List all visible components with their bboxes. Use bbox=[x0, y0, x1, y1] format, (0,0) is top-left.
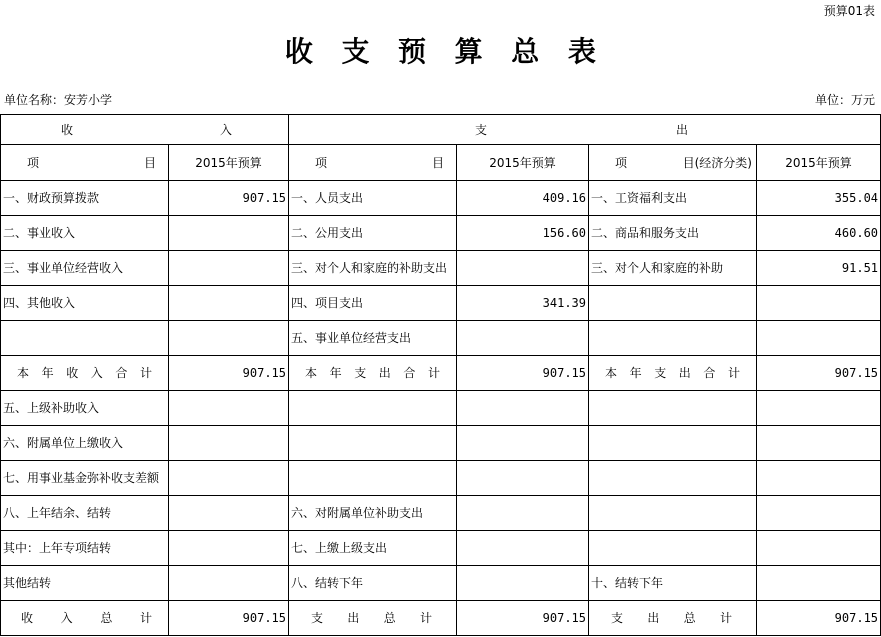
subtotal-char: 本 bbox=[305, 366, 318, 380]
income-value-cell bbox=[169, 321, 289, 356]
income-item-cell: 七、用事业基金弥补收支差额 bbox=[1, 461, 169, 496]
expense-total-label bbox=[289, 601, 457, 636]
expense-value-cell bbox=[457, 426, 589, 461]
econ-item-cell bbox=[589, 496, 757, 531]
expense-value-cell bbox=[457, 321, 589, 356]
econ-subtotal-label bbox=[589, 356, 757, 391]
econ-value-cell bbox=[757, 391, 881, 426]
table-row bbox=[1, 566, 881, 601]
econ-subtotal-value: 907.15 bbox=[757, 356, 881, 391]
econ-item-cell bbox=[589, 321, 757, 356]
subtotal-row bbox=[1, 356, 881, 391]
econ-item-cell: 三、对个人和家庭的补助 bbox=[589, 251, 757, 286]
total-char: 入 bbox=[60, 611, 73, 625]
subtotal-char: 年 bbox=[41, 366, 54, 380]
document-code: 预算01表 bbox=[823, 4, 875, 18]
col-header-text: 目 bbox=[431, 155, 444, 170]
income-item-cell: 其他结转 bbox=[1, 566, 169, 601]
subtotal-char: 本 bbox=[17, 366, 30, 380]
subtotal-char: 出 bbox=[378, 366, 391, 380]
table-row bbox=[1, 181, 881, 216]
total-char: 支 bbox=[311, 611, 324, 625]
econ-value-cell bbox=[757, 286, 881, 321]
table-row bbox=[1, 426, 881, 461]
income-item-cell: 八、上年结余、结转 bbox=[1, 496, 169, 531]
expense-section-header bbox=[289, 115, 881, 145]
table-row bbox=[1, 461, 881, 496]
subtotal-char: 合 bbox=[703, 366, 716, 380]
econ-value-cell bbox=[757, 461, 881, 496]
expense-item-cell: 二、公用支出 bbox=[289, 216, 457, 251]
income-subtotal-value: 907.15 bbox=[169, 356, 289, 391]
expense-value-cell bbox=[457, 566, 589, 601]
subtotal-char: 支 bbox=[354, 366, 367, 380]
income-value-cell bbox=[169, 496, 289, 531]
econ-value-cell: 355.04 bbox=[757, 181, 881, 216]
income-item-cell: 五、上级补助收入 bbox=[1, 391, 169, 426]
subtotal-char: 年 bbox=[629, 366, 642, 380]
col-header-text: 目(经济分类) bbox=[682, 155, 752, 170]
income-total-value: 907.15 bbox=[169, 601, 289, 636]
expense-value-cell bbox=[457, 251, 589, 286]
subtotal-char: 本 bbox=[605, 366, 618, 380]
col-header-income-item bbox=[1, 145, 169, 181]
income-value-cell bbox=[169, 391, 289, 426]
econ-total-value: 907.15 bbox=[757, 601, 881, 636]
expense-item-cell bbox=[289, 391, 457, 426]
econ-item-cell bbox=[589, 531, 757, 566]
subtotal-char: 出 bbox=[678, 366, 691, 380]
expense-item-cell bbox=[289, 461, 457, 496]
subtotal-char: 年 bbox=[329, 366, 342, 380]
expense-value-cell: 341.39 bbox=[457, 286, 589, 321]
econ-value-cell bbox=[757, 426, 881, 461]
expense-item-cell bbox=[289, 426, 457, 461]
subtotal-char: 计 bbox=[427, 366, 440, 380]
income-item-cell: 一、财政预算拨款 bbox=[1, 181, 169, 216]
expense-total-value: 907.15 bbox=[457, 601, 589, 636]
col-header-expense-item bbox=[289, 145, 457, 181]
econ-item-cell: 一、工资福利支出 bbox=[589, 181, 757, 216]
header-row-columns bbox=[1, 145, 881, 181]
table-row bbox=[1, 251, 881, 286]
col-header-text: 项 bbox=[27, 155, 40, 170]
expense-value-cell: 156.60 bbox=[457, 216, 589, 251]
total-row bbox=[1, 601, 881, 636]
expense-value-cell bbox=[457, 496, 589, 531]
income-item-cell: 其中：上年专项结转 bbox=[1, 531, 169, 566]
income-header-char: 收 bbox=[61, 122, 74, 137]
econ-total-label bbox=[589, 601, 757, 636]
table-row bbox=[1, 321, 881, 356]
col-header-text: 项 bbox=[315, 155, 328, 170]
expense-item-cell: 六、对附属单位补助支出 bbox=[289, 496, 457, 531]
expense-value-cell: 409.16 bbox=[457, 181, 589, 216]
income-value-cell bbox=[169, 461, 289, 496]
expense-subtotal-value: 907.15 bbox=[457, 356, 589, 391]
expense-header-char: 支 bbox=[475, 122, 488, 137]
col-header-text: 项 bbox=[615, 155, 628, 170]
income-value-cell bbox=[169, 566, 289, 601]
econ-value-cell: 91.51 bbox=[757, 251, 881, 286]
total-char: 收 bbox=[21, 611, 34, 625]
table-row bbox=[1, 286, 881, 321]
income-value-cell: 907.15 bbox=[169, 181, 289, 216]
expense-item-cell: 四、项目支出 bbox=[289, 286, 457, 321]
income-subtotal-label bbox=[1, 356, 169, 391]
expense-value-cell bbox=[457, 391, 589, 426]
income-item-cell: 四、其他收入 bbox=[1, 286, 169, 321]
total-char: 计 bbox=[419, 611, 432, 625]
income-header-char: 入 bbox=[219, 122, 232, 137]
expense-item-cell: 七、上缴上级支出 bbox=[289, 531, 457, 566]
col-header-income-budget: 2015年预算 bbox=[169, 145, 289, 181]
expense-value-cell bbox=[457, 531, 589, 566]
income-item-cell: 二、事业收入 bbox=[1, 216, 169, 251]
subtotal-char: 计 bbox=[727, 366, 740, 380]
subtotal-char: 合 bbox=[403, 366, 416, 380]
total-char: 出 bbox=[347, 611, 360, 625]
total-char: 支 bbox=[611, 611, 624, 625]
page-title: 收 支 预 算 总 表 bbox=[284, 35, 597, 68]
econ-item-cell bbox=[589, 426, 757, 461]
total-char: 出 bbox=[647, 611, 660, 625]
econ-value-cell bbox=[757, 496, 881, 531]
income-item-cell bbox=[1, 321, 169, 356]
col-header-econ-item bbox=[589, 145, 757, 181]
income-value-cell bbox=[169, 286, 289, 321]
income-value-cell bbox=[169, 531, 289, 566]
budget-summary-table bbox=[0, 114, 881, 636]
expense-item-cell: 一、人员支出 bbox=[289, 181, 457, 216]
income-value-cell bbox=[169, 216, 289, 251]
subtotal-char: 合 bbox=[115, 366, 128, 380]
income-item-cell: 六、附属单位上缴收入 bbox=[1, 426, 169, 461]
econ-item-cell bbox=[589, 461, 757, 496]
subtotal-char: 收 bbox=[66, 366, 79, 380]
econ-item-cell bbox=[589, 286, 757, 321]
econ-value-cell bbox=[757, 531, 881, 566]
table-row bbox=[1, 496, 881, 531]
income-section-header bbox=[1, 115, 289, 145]
total-char: 计 bbox=[139, 611, 152, 625]
econ-value-cell bbox=[757, 321, 881, 356]
unit-name-label: 单位名称：安芳小学 bbox=[4, 93, 113, 107]
expense-item-cell: 八、结转下年 bbox=[289, 566, 457, 601]
expense-item-cell: 三、对个人和家庭的补助支出 bbox=[289, 251, 457, 286]
income-value-cell bbox=[169, 251, 289, 286]
income-item-cell: 三、事业单位经营收入 bbox=[1, 251, 169, 286]
total-char: 总 bbox=[100, 611, 113, 625]
table-row bbox=[1, 531, 881, 566]
expense-header-char: 出 bbox=[676, 122, 689, 137]
econ-value-cell bbox=[757, 566, 881, 601]
currency-unit-label: 单位：万元 bbox=[814, 93, 875, 107]
total-char: 总 bbox=[683, 611, 696, 625]
econ-item-cell: 二、商品和服务支出 bbox=[589, 216, 757, 251]
income-total-label bbox=[1, 601, 169, 636]
table-row bbox=[1, 391, 881, 426]
expense-item-cell: 五、事业单位经营支出 bbox=[289, 321, 457, 356]
income-value-cell bbox=[169, 426, 289, 461]
subtotal-char: 计 bbox=[139, 366, 152, 380]
econ-item-cell: 十、结转下年 bbox=[589, 566, 757, 601]
econ-value-cell: 460.60 bbox=[757, 216, 881, 251]
subtotal-char: 入 bbox=[90, 366, 103, 380]
expense-subtotal-label bbox=[289, 356, 457, 391]
col-header-text: 目 bbox=[143, 155, 156, 170]
col-header-expense-budget: 2015年预算 bbox=[457, 145, 589, 181]
total-char: 计 bbox=[719, 611, 732, 625]
table-row bbox=[1, 216, 881, 251]
econ-item-cell bbox=[589, 391, 757, 426]
expense-value-cell bbox=[457, 461, 589, 496]
col-header-econ-budget: 2015年预算 bbox=[757, 145, 881, 181]
total-char: 总 bbox=[383, 611, 396, 625]
header-row-sections bbox=[1, 115, 881, 145]
subtotal-char: 支 bbox=[654, 366, 667, 380]
